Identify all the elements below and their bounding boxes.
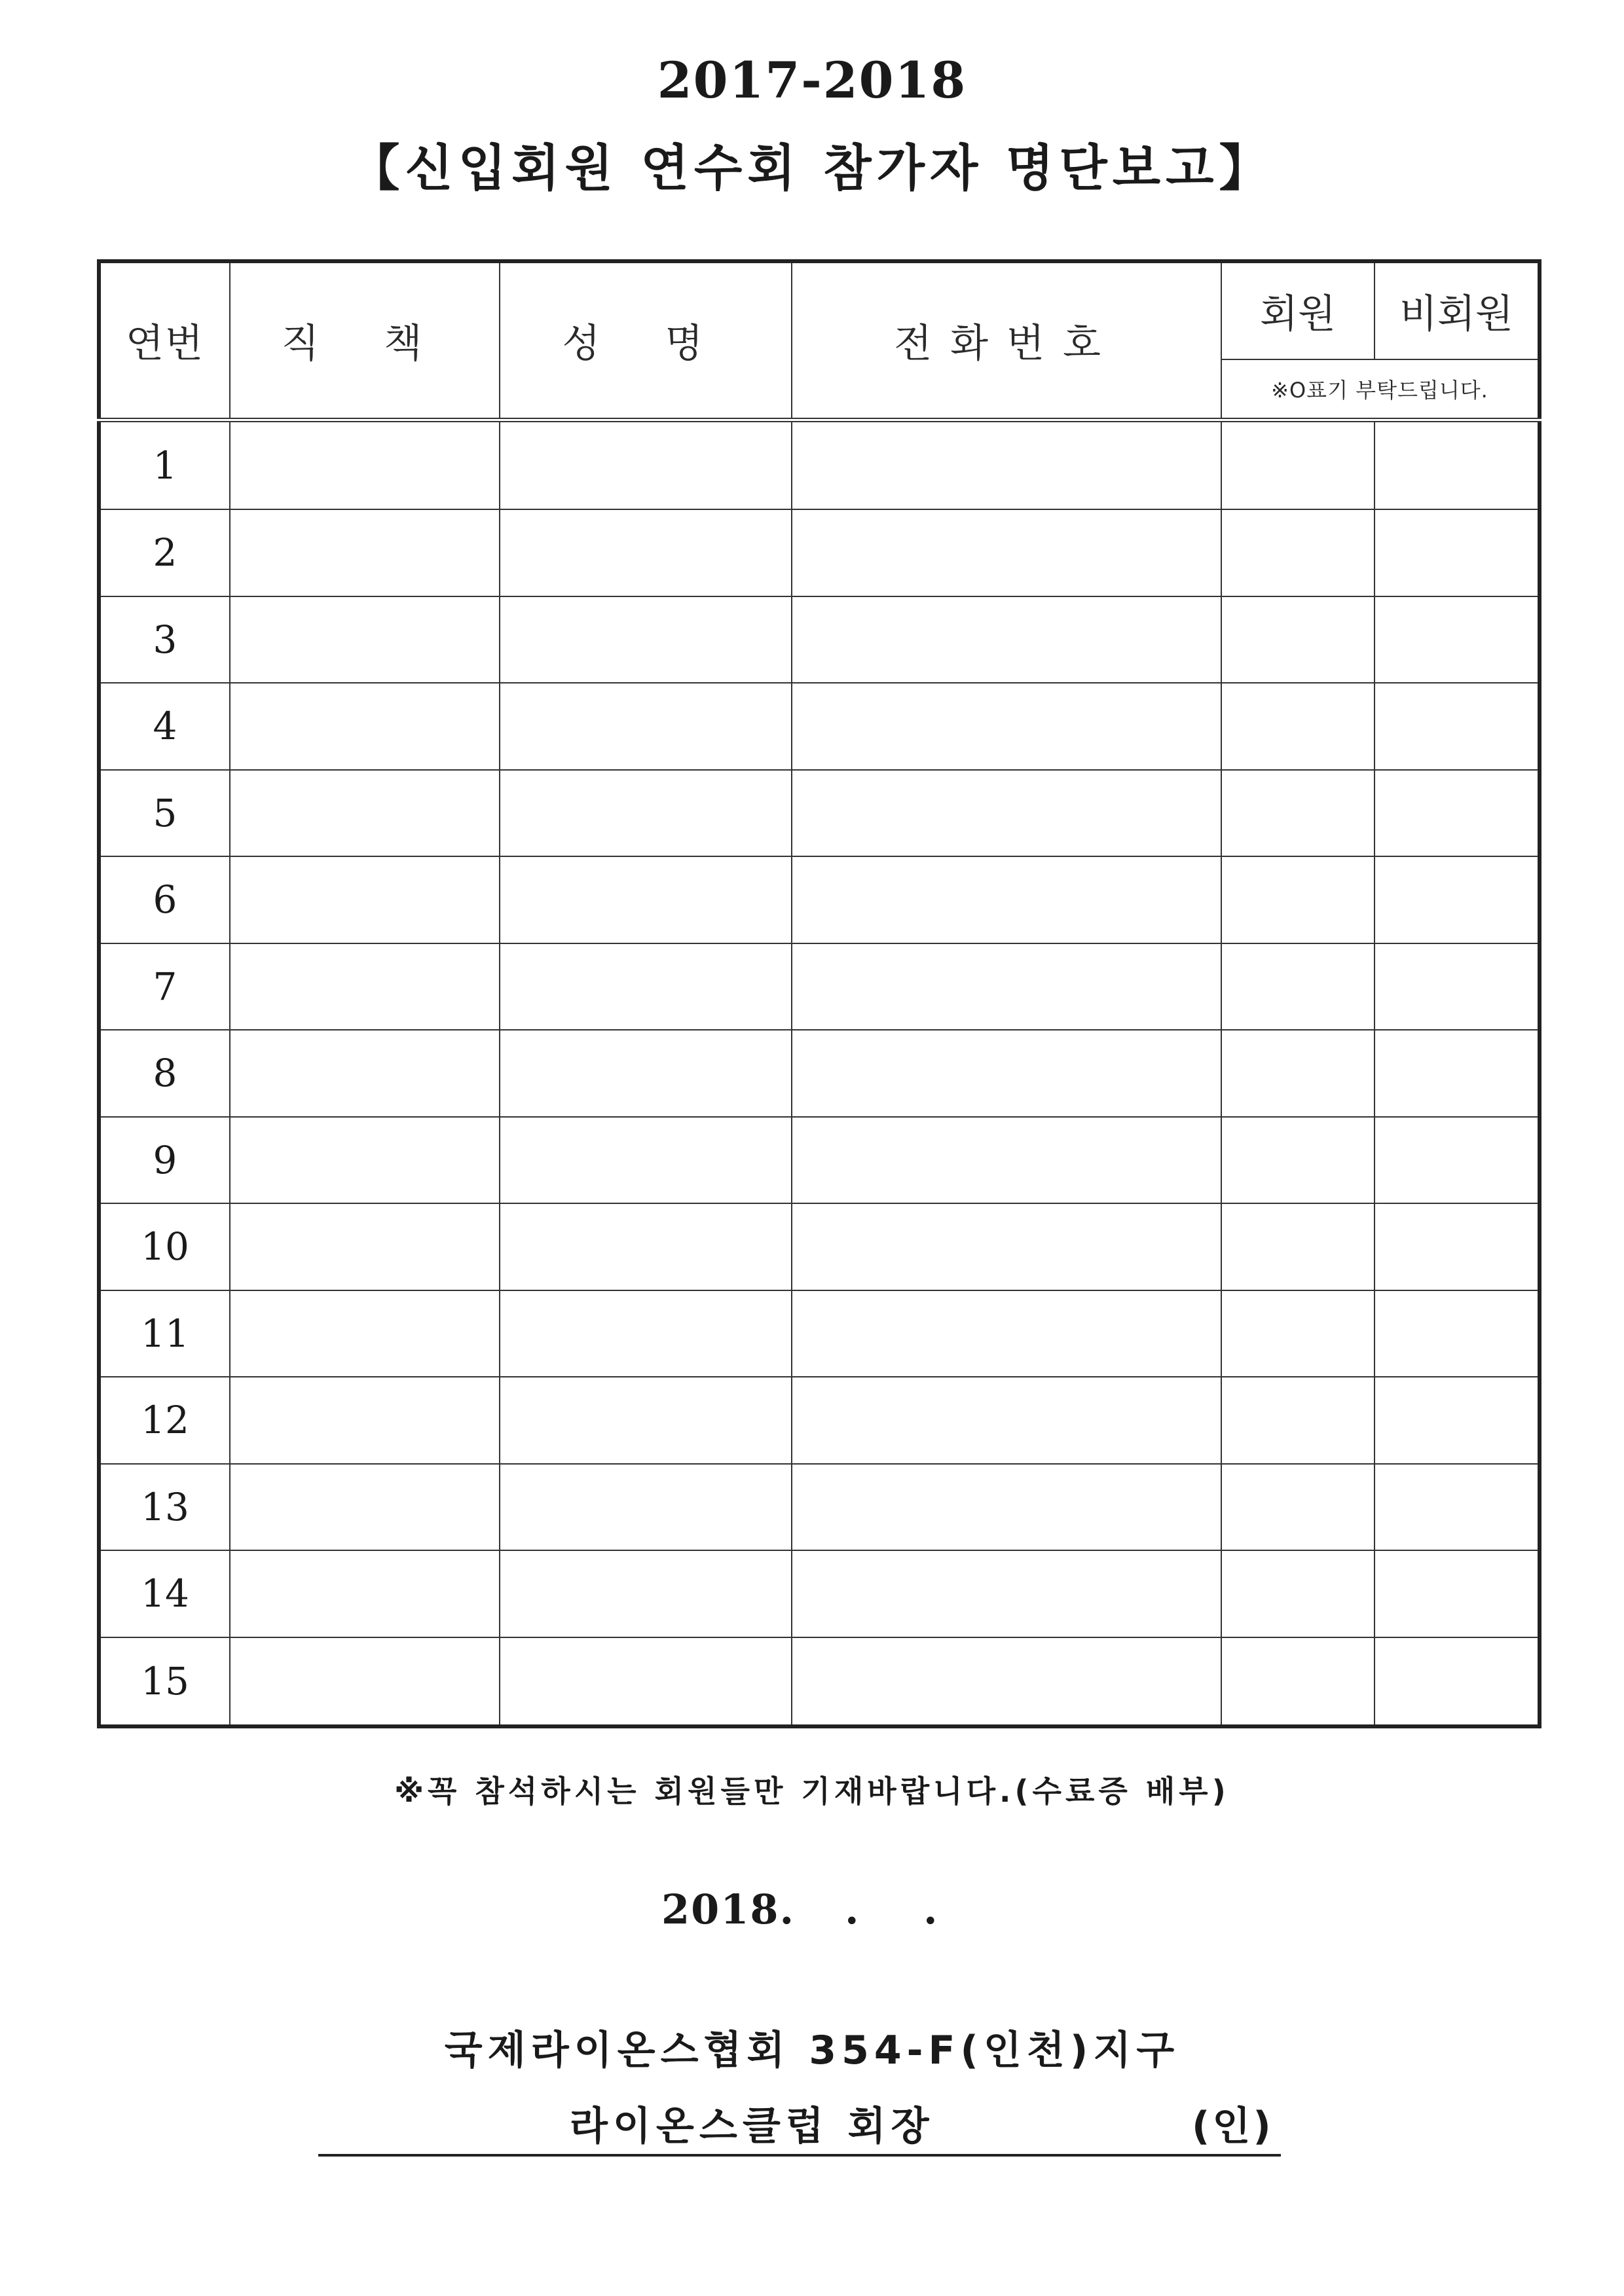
phone-cell[interactable]: [792, 420, 1221, 509]
position-cell[interactable]: [230, 509, 500, 596]
row-number: 4: [99, 683, 230, 769]
phone-cell[interactable]: [792, 1637, 1221, 1726]
name-cell[interactable]: [500, 943, 792, 1030]
position-cell[interactable]: [230, 1117, 500, 1203]
row-number: 8: [99, 1030, 230, 1116]
name-cell[interactable]: [500, 683, 792, 769]
table-row: [99, 1117, 1540, 1203]
row-number: 2: [99, 509, 230, 596]
member-cell[interactable]: [1221, 1464, 1375, 1550]
table-row: [99, 1377, 1540, 1463]
table-row: [99, 509, 1540, 596]
header-name: 성 명: [500, 261, 792, 420]
seal-mark: (인): [1192, 2104, 1274, 2149]
header-phone: 전화번호: [792, 261, 1221, 420]
phone-cell[interactable]: [792, 1030, 1221, 1116]
header-no: 연번: [99, 261, 230, 420]
table-row: [99, 1030, 1540, 1116]
non-member-cell[interactable]: [1375, 856, 1540, 943]
row-number: 11: [99, 1290, 230, 1377]
non-member-cell[interactable]: [1375, 943, 1540, 1030]
row-number: 5: [99, 770, 230, 856]
name-cell[interactable]: [500, 1290, 792, 1377]
name-cell[interactable]: [500, 1464, 792, 1550]
header-mark-note: ※O표기 부탁드립니다.: [1221, 359, 1540, 420]
name-cell[interactable]: [500, 770, 792, 856]
member-cell[interactable]: [1221, 943, 1375, 1030]
row-number: 7: [99, 943, 230, 1030]
phone-cell[interactable]: [792, 1464, 1221, 1550]
phone-cell[interactable]: [792, 856, 1221, 943]
member-cell[interactable]: [1221, 1203, 1375, 1290]
name-cell[interactable]: [500, 1637, 792, 1726]
member-cell[interactable]: [1221, 509, 1375, 596]
row-number: 10: [99, 1203, 230, 1290]
position-cell[interactable]: [230, 420, 500, 509]
header-position: 직 책: [230, 261, 500, 420]
table-body: [99, 420, 1540, 1726]
header-non-member: 비회원: [1375, 261, 1540, 359]
phone-cell[interactable]: [792, 1290, 1221, 1377]
member-cell[interactable]: [1221, 1377, 1375, 1463]
name-cell[interactable]: [500, 596, 792, 683]
non-member-cell[interactable]: [1375, 1377, 1540, 1463]
non-member-cell[interactable]: [1375, 1117, 1540, 1203]
position-cell[interactable]: [230, 1290, 500, 1377]
table-row: [99, 420, 1540, 509]
non-member-cell[interactable]: [1375, 1637, 1540, 1726]
table-row: [99, 683, 1540, 769]
non-member-cell[interactable]: [1375, 509, 1540, 596]
phone-cell[interactable]: [792, 943, 1221, 1030]
non-member-cell[interactable]: [1375, 1464, 1540, 1550]
position-cell[interactable]: [230, 770, 500, 856]
table-row: [99, 770, 1540, 856]
member-cell[interactable]: [1221, 1030, 1375, 1116]
member-cell[interactable]: [1221, 856, 1375, 943]
document-title: 【신입회원 연수회 참가자 명단보고】: [350, 139, 1274, 197]
table-row: [99, 1290, 1540, 1377]
name-cell[interactable]: [500, 856, 792, 943]
table-row: [99, 1637, 1540, 1726]
non-member-cell[interactable]: [1375, 1550, 1540, 1637]
phone-cell[interactable]: [792, 683, 1221, 769]
non-member-cell[interactable]: [1375, 1290, 1540, 1377]
name-cell[interactable]: [500, 1550, 792, 1637]
member-cell[interactable]: [1221, 770, 1375, 856]
name-cell[interactable]: [500, 1203, 792, 1290]
table-row: [99, 1550, 1540, 1637]
row-number: 13: [99, 1464, 230, 1550]
row-number: 9: [99, 1117, 230, 1203]
position-cell[interactable]: [230, 1030, 500, 1116]
phone-cell[interactable]: [792, 1550, 1221, 1637]
member-cell[interactable]: [1221, 1637, 1375, 1726]
phone-cell[interactable]: [792, 1377, 1221, 1463]
position-cell[interactable]: [230, 1203, 500, 1290]
name-cell[interactable]: [500, 1030, 792, 1116]
non-member-cell[interactable]: [1375, 683, 1540, 769]
position-cell[interactable]: [230, 856, 500, 943]
phone-cell[interactable]: [792, 1203, 1221, 1290]
non-member-cell[interactable]: [1375, 1203, 1540, 1290]
header-member: 회원: [1221, 261, 1375, 359]
non-member-cell[interactable]: [1375, 420, 1540, 509]
table-row: [99, 1203, 1540, 1290]
name-cell[interactable]: [500, 509, 792, 596]
row-number: 15: [99, 1637, 230, 1726]
date-year: 2018.: [661, 1886, 796, 1933]
position-cell[interactable]: [230, 1464, 500, 1550]
date-day-dot: .: [923, 1886, 938, 1933]
date-month-dot: .: [845, 1886, 859, 1933]
phone-cell[interactable]: [792, 596, 1221, 683]
position-cell[interactable]: [230, 596, 500, 683]
district-name: 국제라이온스협회 354-F(인천)지구: [444, 2028, 1180, 2073]
position-cell[interactable]: [230, 1637, 500, 1726]
row-number: 12: [99, 1377, 230, 1463]
row-number: 6: [99, 856, 230, 943]
non-member-cell[interactable]: [1375, 596, 1540, 683]
member-cell[interactable]: [1221, 1290, 1375, 1377]
table-row: [99, 943, 1540, 1030]
phone-cell[interactable]: [792, 1117, 1221, 1203]
table-row: [99, 1464, 1540, 1550]
position-cell[interactable]: [230, 683, 500, 769]
club-president-label: 라이온스클럽 회장: [570, 2104, 934, 2149]
member-cell[interactable]: [1221, 683, 1375, 769]
instruction-note: ※꼭 참석하시는 회원들만 기재바랍니다.(수료증 배부): [394, 1774, 1230, 1809]
signature-line: [318, 2154, 1281, 2157]
table-row: [99, 596, 1540, 683]
phone-cell[interactable]: [792, 509, 1221, 596]
row-number: 1: [99, 420, 230, 509]
member-cell[interactable]: [1221, 596, 1375, 683]
table-row: [99, 856, 1540, 943]
position-cell[interactable]: [230, 943, 500, 1030]
non-member-cell[interactable]: [1375, 1030, 1540, 1116]
name-cell[interactable]: [500, 1117, 792, 1203]
member-cell[interactable]: [1221, 1550, 1375, 1637]
position-cell[interactable]: [230, 1550, 500, 1637]
row-number: 14: [99, 1550, 230, 1637]
title-year: 2017-2018: [657, 51, 967, 109]
row-number: 3: [99, 596, 230, 683]
non-member-cell[interactable]: [1375, 770, 1540, 856]
participant-table: [97, 259, 1541, 1728]
phone-cell[interactable]: [792, 770, 1221, 856]
member-cell[interactable]: [1221, 1117, 1375, 1203]
position-cell[interactable]: [230, 1377, 500, 1463]
name-cell[interactable]: [500, 1377, 792, 1463]
member-cell[interactable]: [1221, 420, 1375, 509]
name-cell[interactable]: [500, 420, 792, 509]
